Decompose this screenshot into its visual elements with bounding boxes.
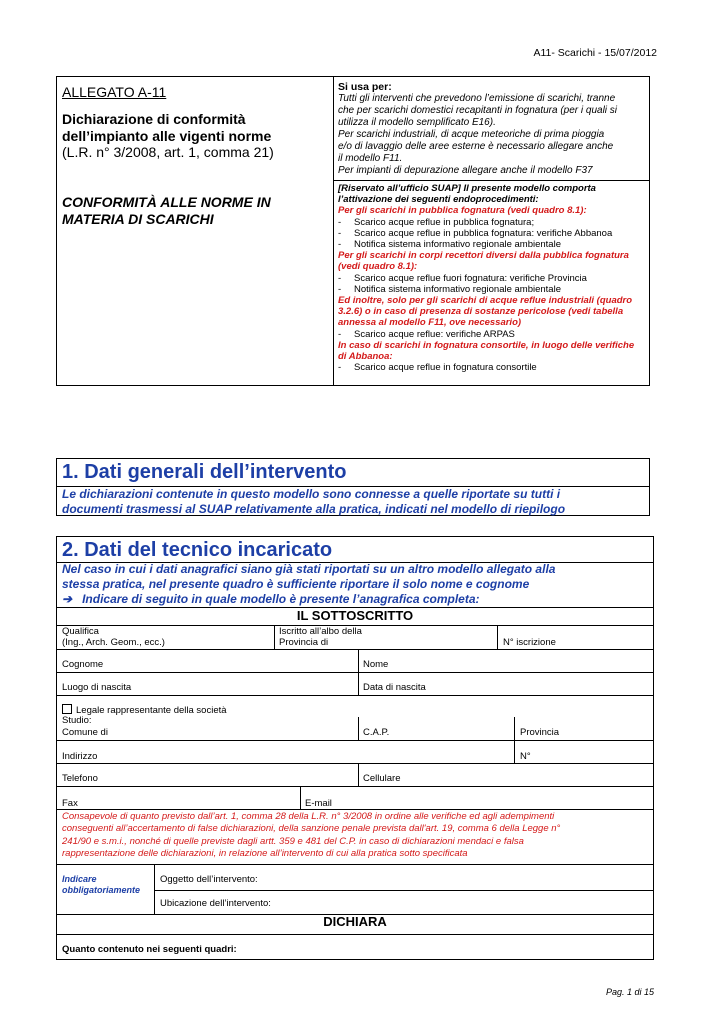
allegato-title (62, 111, 271, 145)
suap-item (338, 329, 645, 340)
divider (358, 763, 359, 786)
divider (57, 763, 653, 764)
section-1-subtitle-line: Le dichiarazioni contenute in questo modello sono connesse a quelle riportate su tutti i (62, 487, 561, 501)
uso-line: Per impianti di depurazione allegare anche il modello F37 (338, 165, 593, 176)
cognome-label: Cognome (62, 659, 104, 670)
divider (57, 809, 653, 810)
suap-red-text: annessa al modello F11, ove necessario) (338, 317, 522, 329)
dash: - (338, 239, 342, 251)
arrow-icon: ➔ (62, 592, 73, 606)
divider (57, 786, 653, 787)
divider (274, 625, 275, 649)
section-2-title: 2. Dati del tecnico incaricato (62, 539, 333, 561)
dash: - (338, 362, 342, 374)
suap-item-text: Notifica sistema informativo regionale ambientale (354, 283, 561, 295)
section-1-title: 1. Dati generali dell’intervento (62, 461, 347, 483)
consapevole-declaration (62, 811, 647, 860)
instruction-text: Indicare di seguito in quale modello è presente l’anagrafica completa: (82, 592, 480, 606)
suap-item (338, 273, 645, 284)
label-line: (Ing., Arch. Geom., ecc.) (62, 637, 165, 648)
suap-item-text: Scarico acque reflue fuori fognatura: verifiche Provincia (354, 272, 587, 284)
uso-line: e/o di lavaggio delle aree esterne è necessario allegare anche (338, 141, 614, 152)
dash: - (338, 328, 342, 340)
suap-box (334, 181, 649, 385)
allegato-conformita (62, 194, 271, 228)
dash: - (338, 227, 342, 239)
uso-line: Tutti gli interventi che prevedono l’emissione di scarichi, tranne (338, 93, 616, 104)
legale-label: Legale rappresentante della società (76, 705, 227, 716)
uso-box (334, 77, 649, 181)
declaration-line: 241/90 e s.m.i., nonché di quelle previste dagli artt. 359 e 481 del C.P. in caso di dichiarazioni mendaci e falsa (62, 835, 524, 847)
divider (57, 695, 653, 696)
section-2-instruction (62, 592, 555, 607)
label-line: obbligatoriamente (62, 885, 141, 895)
section-2 (56, 536, 654, 960)
indicare-label (62, 874, 140, 896)
divider (57, 934, 653, 935)
divider (300, 786, 301, 809)
suap-item-text: Notifica sistema informativo regionale ambientale (354, 239, 561, 251)
uso-line: Per scarichi industriali, di acque meteoriche di prima pioggia (338, 129, 605, 140)
section-1-subtitle (62, 487, 565, 517)
allegato-title-line: Dichiarazione di conformità (62, 111, 246, 127)
nome-label: Nome (363, 659, 389, 670)
declaration-line: Consapevole di quanto previsto dall’art. 1, comma 28 della L.R. n° 3/2008 in ordine alle verifiche ed agli adempimenti (62, 811, 555, 822)
divider (358, 717, 359, 741)
suap-item-text: Scarico acque reflue in pubblica fognatura: verifiche Abbanoa (354, 227, 613, 239)
indirizzo-label: Indirizzo (62, 751, 98, 762)
qualifica-label (62, 626, 165, 648)
divider (57, 649, 653, 650)
suap-red-text: In caso di scarichi in fognatura consortile, in luogo delle verifiche (338, 339, 635, 351)
ubicazione-label: Ubicazione dell’intervento: (160, 898, 271, 909)
label-line: Provincia di (279, 637, 329, 648)
allegato-title-line: dell’impianto alle vigenti norme (62, 128, 272, 144)
declaration-line: conseguenti all’accertamento di false dichiarazioni, della sanzione penale prevista dall'art. 19, comma 6 della Legge n° (62, 823, 561, 835)
suap-red-text: 3.2.6) o in caso di presenza di sostanze pericolose (vedi tabella (338, 306, 624, 318)
dash: - (338, 283, 342, 295)
fax-label: Fax (62, 798, 78, 809)
comune-label: Comune di (62, 727, 108, 738)
telefono-label: Telefono (62, 773, 98, 784)
uso-line: utilizza il modello semplificato E16). (338, 117, 496, 128)
section-2-subtitle-line: Nel caso in cui i dati anagrafici siano già stati riportati su un altro modello allegato alla (62, 562, 556, 576)
allegato-table (56, 76, 650, 386)
conformita-line: MATERIA DI SCARICHI (62, 211, 214, 227)
uso-line: che per scarichi domestici recapitanti in fognatura (per i quali si (338, 105, 618, 116)
suap-heading: [Riservato all’ufficio SUAP] Il presente modello comporta (338, 183, 596, 194)
declaration-line: rappresentazione delle dichiarazioni, in relazione all’intervento di cui alla pratica sotto specificata (62, 847, 468, 859)
dash: - (338, 272, 342, 284)
divider (57, 672, 653, 673)
label-line: Indicare (62, 874, 97, 884)
legale-checkbox[interactable] (62, 704, 72, 714)
section-2-subtitle (62, 562, 555, 607)
allegato-title-cell (57, 77, 334, 385)
sottoscritto-heading: IL SOTTOSCRITTO (296, 608, 414, 623)
label-line: Iscritto all’albo della (279, 626, 362, 637)
conformita-line: CONFORMITÀ ALLE NORME IN (62, 194, 271, 210)
n-iscrizione-label: N° iscrizione (503, 637, 556, 648)
divider (497, 625, 498, 649)
data-nascita-label: Data di nascita (363, 682, 426, 693)
section-2-subtitle-line: stessa pratica, nel presente quadro è sufficiente riportare il solo nome e cognome (62, 577, 530, 591)
email-label: E-mail (305, 798, 332, 809)
iscritto-label (279, 626, 362, 648)
suap-item-text: Scarico acque reflue in fognatura consortile (354, 362, 537, 374)
cap-label: C.A.P. (363, 727, 390, 738)
uso-line: il modello F11. (338, 153, 403, 164)
divider (57, 740, 653, 741)
oggetto-label: Oggetto dell’intervento: (160, 874, 258, 885)
label-line: Qualifica (62, 626, 99, 637)
suap-item (338, 362, 645, 373)
suap-red-text: Ed inoltre, solo per gli scarichi di acque reflue industriali (quadro (338, 295, 633, 307)
dichiara-heading: DICHIARA (323, 914, 387, 929)
suap-red-text: (vedi quadro 8.1): (338, 261, 418, 273)
suap-item-text: Scarico acque reflue in pubblica fognatura; (354, 216, 535, 228)
suap-item (338, 228, 645, 239)
divider (57, 864, 653, 865)
numero-civico-label: N° (520, 751, 531, 762)
page-number: Pag. 1 di 15 (605, 987, 654, 997)
uso-text (338, 93, 645, 177)
suap-red-text: di Abbanoa: (338, 351, 393, 363)
dash: - (338, 216, 342, 228)
section-1-subtitle-line: documenti trasmessi al SUAP relativamente alla pratica, indicati nel modello di riepilogo (62, 502, 566, 516)
suap-item (338, 239, 645, 250)
uso-heading: Si usa per: (338, 81, 392, 93)
suap-item (338, 284, 645, 295)
luogo-nascita-label: Luogo di nascita (62, 682, 132, 693)
suap-item (338, 217, 645, 228)
suap-item-text: Scarico acque reflue: verifiche ARPAS (354, 328, 515, 340)
section-1 (56, 458, 650, 516)
provincia-label: Provincia (520, 727, 560, 738)
suap-red-text: Per gli scarichi in pubblica fognatura (vedi quadro 8.1): (338, 205, 587, 217)
studio-label: Studio: (62, 715, 92, 726)
cellulare-label: Cellulare (363, 773, 401, 784)
divider (154, 890, 653, 891)
allegato-info-cell (334, 77, 649, 385)
allegato-law: (L.R. n° 3/2008, art. 1, comma 21) (62, 144, 274, 160)
document-reference: A11- Scarichi - 15/07/2012 (533, 47, 657, 59)
quanto-contenuto-label: Quanto contenuto nei seguenti quadri: (62, 944, 237, 955)
suap-red-text: Per gli scarichi in corpi recettori diversi dalla pubblica fognatura (338, 250, 629, 262)
allegato-label: ALLEGATO A-11 (62, 84, 167, 100)
suap-heading: l’attivazione dei seguenti endoprocedimenti: (338, 194, 539, 206)
